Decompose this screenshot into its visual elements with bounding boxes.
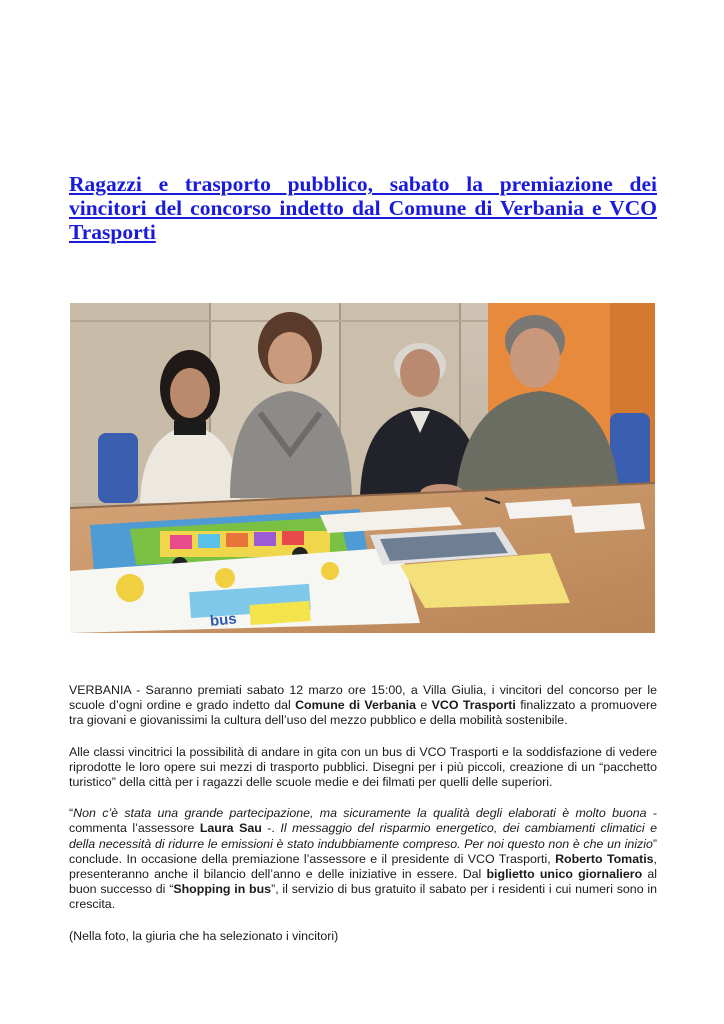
paragraph-quote: “Non c’è stata una grande partecipazione, ma sicuramente la qualità degli elaborati è molto buona - commenta l’assessore Laura Sau -. Il messaggio del risparmio energetico, dei cambiamenti climatici e della necessità di ridurre le emissioni è stato indubbiamente compreso. Per noi questo non è che un inizio” conclude. In occasione della premiazione l’assessore e il presidente di VCO Trasporti, Roberto Tomatis, presenteranno anche il bilancio dell’anno e delle iniziative in essere. Dal biglietto unico giornaliero al buon successo di “Shopping in bus”, il servizio di bus gratuito il sabato per i residenti i cui numeri sono in crescita.	[69, 806, 658, 912]
article-title[interactable]: Ragazzi e trasporto pubblico, sabato la premiazione dei vincitori del concorso indetto dal Comune di Verbania e VCO Trasporti	[69, 172, 657, 244]
paragraph-intro: VERBANIA - Saranno premiati sabato 12 marzo ore 15:00, a Villa Giulia, i vincitori del concorso per le scuole d’ogni ordine e grado indetto dal Comune di Verbania e VCO Trasporti finalizzato a promuovere tra giovani e giovanissimi la cultura dell’uso del mezzo pubblico e della mobilità sostenibile.	[69, 683, 657, 728]
article-photo	[70, 303, 655, 633]
article-body	[69, 683, 657, 944]
photo-caption: (Nella foto, la giuria che ha selezionato i vincitori)	[69, 928, 339, 943]
drawing-label: bus	[209, 610, 238, 631]
paragraph-prizes: Alle classi vincitrici la possibilità di andare in gita con un bus di VCO Trasporti e la soddisfazione di vedere riprodotte le loro opere sui mezzi di trasporto pubblici. Disegni per i più piccoli, creazione di un “pacchetto turistico” della città per i ragazzi delle scuole medie e dei filmati per quelli delle superiori.	[69, 744, 657, 790]
